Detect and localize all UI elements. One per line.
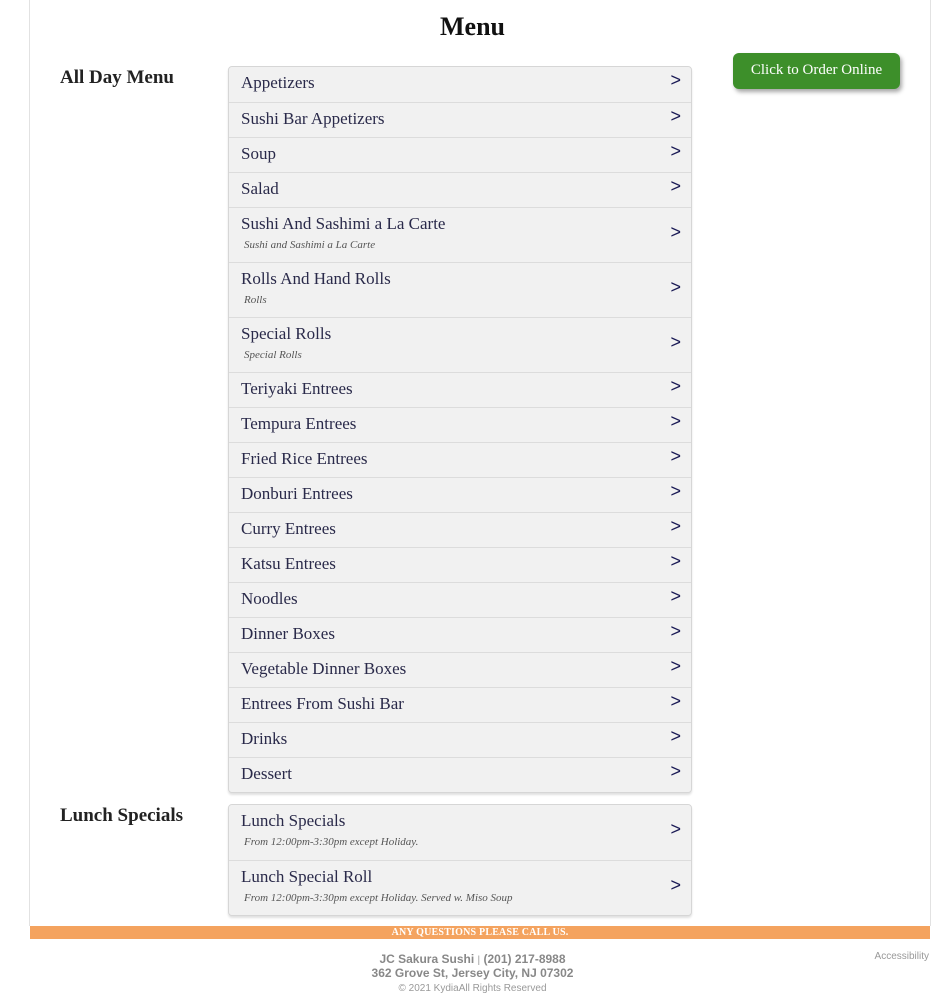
- restaurant-name: JC Sakura Sushi: [379, 952, 475, 966]
- menu-category-drinks[interactable]: [229, 722, 691, 757]
- brand-link[interactable]: Kydia: [433, 983, 459, 994]
- chevron-right-icon: >: [670, 875, 681, 895]
- menu-category-sushi-and-sashimi-a-la-carte[interactable]: [229, 207, 691, 262]
- chevron-right-icon: >: [670, 621, 681, 641]
- menu-category-soup[interactable]: [229, 137, 691, 172]
- menu-category-vegetable-dinner-boxes[interactable]: [229, 652, 691, 687]
- chevron-right-icon: >: [670, 819, 681, 839]
- category-name: Lunch Special Roll: [241, 867, 373, 886]
- menu-category-tempura-entrees[interactable]: [229, 407, 691, 442]
- menu-category-dessert[interactable]: [229, 757, 691, 792]
- menu-category-dinner-boxes[interactable]: [229, 617, 691, 652]
- rights-text: All Rights Reserved: [458, 983, 547, 994]
- category-name: Curry Entrees: [241, 519, 336, 538]
- menu-category-salad[interactable]: [229, 172, 691, 207]
- chevron-right-icon: >: [670, 726, 681, 746]
- order-online-button[interactable]: Click to Order Online: [733, 53, 900, 89]
- menu-category-fried-rice-entrees[interactable]: [229, 442, 691, 477]
- chevron-right-icon: >: [670, 691, 681, 711]
- menu-category-rolls-and-hand-rolls[interactable]: [229, 262, 691, 317]
- category-name: Soup: [241, 144, 276, 163]
- footer-copyright: [0, 983, 945, 994]
- copyright-year: © 2021: [398, 983, 431, 994]
- menu-category-lunch-special-roll[interactable]: [229, 860, 691, 915]
- category-name: Teriyaki Entrees: [241, 379, 353, 398]
- chevron-right-icon: >: [670, 481, 681, 501]
- category-name: Dinner Boxes: [241, 624, 335, 643]
- chevron-right-icon: >: [670, 586, 681, 606]
- category-name: Noodles: [241, 589, 298, 608]
- category-name: Drinks: [241, 729, 288, 748]
- category-description: Special Rolls: [244, 349, 302, 361]
- menu-category-appetizers[interactable]: [229, 67, 691, 102]
- category-name: Fried Rice Entrees: [241, 449, 368, 468]
- lunch-specials-list: [228, 804, 692, 916]
- accessibility-link[interactable]: Accessibility: [874, 951, 929, 962]
- chevron-right-icon: >: [670, 551, 681, 571]
- menu-category-teriyaki-entrees[interactable]: [229, 372, 691, 407]
- menu-category-katsu-entrees[interactable]: [229, 547, 691, 582]
- category-description: From 12:00pm-3:30pm except Holiday.: [244, 836, 419, 848]
- category-name: Dessert: [241, 764, 292, 783]
- category-name: Katsu Entrees: [241, 554, 336, 573]
- section-label-all-day-menu: All Day Menu: [60, 67, 174, 88]
- chevron-right-icon: >: [670, 376, 681, 396]
- footer-separator: |: [477, 955, 481, 966]
- call-us-banner: ANY QUESTIONS PLEASE CALL US.: [30, 926, 930, 939]
- category-name: Sushi And Sashimi a La Carte: [241, 214, 446, 233]
- menu-category-entrees-from-sushi-bar[interactable]: [229, 687, 691, 722]
- chevron-right-icon: >: [670, 411, 681, 431]
- category-name: Tempura Entrees: [241, 414, 357, 433]
- chevron-right-icon: >: [670, 656, 681, 676]
- category-name: Entrees From Sushi Bar: [241, 694, 404, 713]
- footer-info: [0, 952, 945, 980]
- category-name: Sushi Bar Appetizers: [241, 109, 385, 128]
- chevron-right-icon: >: [670, 176, 681, 196]
- menu-category-noodles[interactable]: [229, 582, 691, 617]
- menu-category-curry-entrees[interactable]: [229, 512, 691, 547]
- category-name: Rolls And Hand Rolls: [241, 269, 391, 288]
- address: 362 Grove St, Jersey City, NJ 07302: [371, 966, 574, 980]
- chevron-right-icon: >: [670, 446, 681, 466]
- all-day-menu-list: [228, 66, 692, 793]
- menu-category-donburi-entrees[interactable]: [229, 477, 691, 512]
- chevron-right-icon: >: [670, 332, 681, 352]
- phone-link[interactable]: (201) 217-8988: [483, 952, 566, 966]
- chevron-right-icon: >: [670, 141, 681, 161]
- category-name: Salad: [241, 179, 279, 198]
- chevron-right-icon: >: [670, 106, 681, 126]
- category-name: Appetizers: [241, 73, 315, 92]
- category-name: Vegetable Dinner Boxes: [241, 659, 407, 678]
- page-title: Menu: [440, 12, 505, 41]
- category-name: Special Rolls: [241, 324, 332, 343]
- chevron-right-icon: >: [670, 516, 681, 536]
- section-label-lunch-specials: Lunch Specials: [60, 805, 184, 826]
- chevron-right-icon: >: [670, 70, 681, 90]
- chevron-right-icon: >: [670, 277, 681, 297]
- menu-category-lunch-specials[interactable]: [229, 805, 691, 860]
- chevron-right-icon: >: [670, 222, 681, 242]
- category-description: From 12:00pm-3:30pm except Holiday. Served w. Miso Soup: [244, 892, 513, 904]
- menu-category-sushi-bar-appetizers[interactable]: [229, 102, 691, 137]
- chevron-right-icon: >: [670, 761, 681, 781]
- category-description: Rolls: [244, 294, 267, 306]
- category-description: Sushi and Sashimi a La Carte: [244, 239, 376, 251]
- category-name: Donburi Entrees: [241, 484, 353, 503]
- menu-category-special-rolls[interactable]: [229, 317, 691, 372]
- category-name: Lunch Specials: [241, 811, 346, 830]
